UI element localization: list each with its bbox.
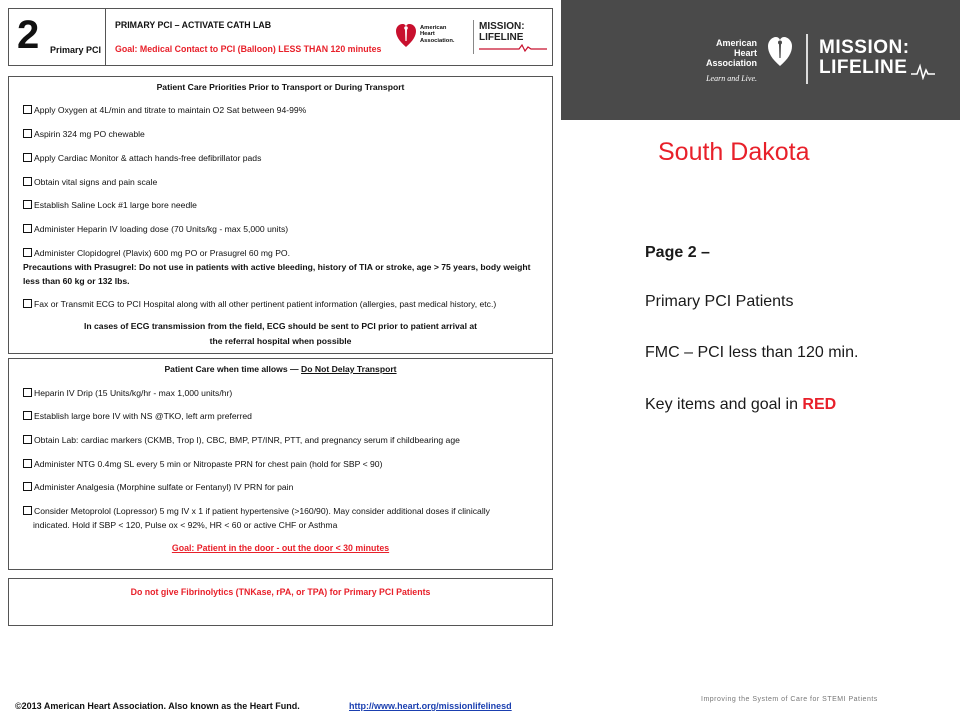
region-title: South Dakota [658, 138, 810, 166]
transmission-note-line2: the referral hospital when possible [209, 336, 352, 346]
checklist-item[interactable] [23, 387, 232, 399]
step-label: Primary PCI [50, 45, 102, 55]
protocol-title: PRIMARY PCI – ACTIVATE CATH LAB [115, 20, 272, 30]
item-label: Establish large bore IV with NS @TKO, left arm preferred [34, 411, 252, 421]
checkbox[interactable] [23, 435, 32, 444]
checkbox[interactable] [23, 129, 32, 138]
prasugrel-precaution-line1: Precautions with Prasugrel: Do not use in patients with active bleeding, history of TIA or stroke, age > 75 years, body weight [23, 262, 531, 272]
mission-small-line2: LIFELINE [479, 32, 524, 43]
checkbox[interactable] [23, 153, 32, 162]
checkbox[interactable] [23, 248, 32, 257]
checklist-item[interactable] [23, 104, 306, 116]
item-label: Obtain Lab: cardiac markers (CKMB, Trop I), CBC, BMP, PT/INR, PTT, and pregnancy serum if childbearing age [34, 435, 460, 445]
item-label: Administer Analgesia (Morphine sulfate or Fentanyl) IV PRN for pain [34, 482, 294, 492]
section-priorities [8, 76, 553, 354]
checklist-item[interactable] [23, 247, 290, 259]
checklist-item[interactable] [23, 458, 382, 470]
slide-line-primary-pci: Primary PCI Patients [645, 293, 794, 310]
step-number-cell [9, 9, 106, 65]
page-label: Page 2 – [645, 244, 710, 261]
section2-goal: Goal: Patient in the door - out the door < 30 minutes [171, 543, 390, 553]
item-label: Obtain vital signs and pain scale [34, 177, 158, 187]
logo-divider-small [473, 20, 474, 54]
checklist-item[interactable] [23, 199, 197, 211]
section2-heading [9, 364, 552, 374]
transmission-note-line1: In cases of ECG transmission from the field, ECG should be sent to PCI prior to patient arrival at [84, 321, 477, 331]
checklist-item[interactable] [23, 176, 157, 188]
header-logo-divider [806, 34, 808, 84]
checklist-item[interactable] [23, 481, 293, 493]
key-items-emphasis: RED [802, 396, 837, 413]
fibrinolytics-warning: Do not give Fibrinolytics (TNKase, rPA, or TPA) for Primary PCI Patients [130, 587, 431, 597]
prasugrel-precaution-line2: less than 60 kg or 132 lbs. [23, 276, 130, 286]
heart-torch-icon [767, 36, 793, 68]
item-label: Aspirin 324 mg PO chewable [34, 129, 145, 139]
step-number: 2 [17, 13, 40, 57]
metoprolol-line2: indicated. Hold if SBP < 120, Pulse ox < 92%, HR < 60 or active CHF or Asthma [33, 520, 338, 530]
checklist-item[interactable] [23, 410, 252, 422]
aha-tagline: Learn and Live. [706, 74, 757, 83]
item-label: Consider Metoprolol (Lopressor) 5 mg IV x 1 if patient hypertensive (>160/90). May consider additional doses if clinically [34, 506, 490, 516]
key-items-prefix: Key items and goal in [645, 396, 803, 413]
item-label: Administer NTG 0.4mg SL every 5 min or Nitropaste PRN for chest pain (hold for SBP < 90) [34, 459, 383, 469]
aha-small-line2: Heart [420, 31, 435, 38]
item-label: Fax or Transmit ECG to PCI Hospital along with all other pertinent patient information (allergies, past medical history, etc.) [34, 299, 497, 309]
mission-logo-large [819, 38, 939, 88]
mission-logo-small [479, 21, 549, 55]
checkbox[interactable] [23, 299, 32, 308]
aha-logo-small [395, 23, 467, 53]
item-label: Administer Heparin IV loading dose (70 Units/kg - max 5,000 units) [34, 224, 289, 234]
ecg-line-icon [911, 62, 935, 80]
ecg-line-icon [479, 44, 547, 52]
item-label: Apply Oxygen at 4L/min and titrate to maintain O2 Sat between 94-99% [34, 105, 307, 115]
checkbox[interactable] [23, 224, 32, 233]
slide-line-key-items [645, 396, 836, 414]
section-time-allows [8, 358, 553, 570]
checklist-item[interactable] [23, 434, 460, 446]
protocol-goal: Goal: Medical Contact to PCI (Balloon) LESS THAN 120 minutes [115, 44, 382, 54]
header-band [561, 0, 960, 120]
checkbox[interactable] [23, 105, 32, 114]
slide-line-fmc: FMC – PCI less than 120 min. [645, 344, 859, 361]
section1-heading: Patient Care Priorities Prior to Transport or During Transport [156, 82, 405, 92]
section2-heading-prefix: Patient Care when time allows — [164, 364, 302, 374]
checkbox[interactable] [23, 482, 32, 491]
checkbox[interactable] [23, 459, 32, 468]
checklist-item[interactable] [23, 152, 261, 164]
aha-large-line1: American Heart [715, 38, 757, 58]
aha-large-line2: Association [705, 58, 757, 68]
mission-large-line2: LIFELINE [819, 57, 908, 78]
footer-copyright: ©2013 American Heart Association. Also known as the Heart Fund. [15, 701, 300, 711]
checkbox[interactable] [23, 177, 32, 186]
item-label: Establish Saline Lock #1 large bore needle [34, 200, 197, 210]
heart-torch-icon [395, 23, 417, 49]
section2-heading-emphasis: Do Not Delay Transport [301, 364, 397, 374]
aha-small-line3: Association. [420, 37, 455, 44]
checklist-item[interactable] [23, 223, 288, 235]
aha-small-line1: American [420, 25, 447, 31]
checkbox[interactable] [23, 200, 32, 209]
checkbox[interactable] [23, 388, 32, 397]
item-label: Administer Clopidogrel (Plavix) 600 mg PO or Prasugrel 60 mg PO. [34, 248, 291, 258]
section-fibrinolytics-warning [8, 578, 553, 626]
checklist-item[interactable] [23, 298, 496, 310]
checklist-item[interactable] [23, 505, 490, 517]
item-label: Heparin IV Drip (15 Units/kg/hr - max 1,000 units/hr) [34, 388, 233, 398]
mission-small-line1: MISSION: [479, 21, 525, 32]
protocol-header-box [8, 8, 553, 66]
checkbox[interactable] [23, 411, 32, 420]
mission-large-line1: MISSION: [819, 37, 910, 58]
footer-link[interactable]: http://www.heart.org/missionlifelinesd [349, 701, 512, 711]
slide-footer-caption: Improving the System of Care for STEMI Patients [701, 696, 878, 703]
checklist-item[interactable] [23, 128, 145, 140]
checkbox[interactable] [23, 506, 32, 515]
item-label: Apply Cardiac Monitor & attach hands-free defibrillator pads [34, 153, 262, 163]
